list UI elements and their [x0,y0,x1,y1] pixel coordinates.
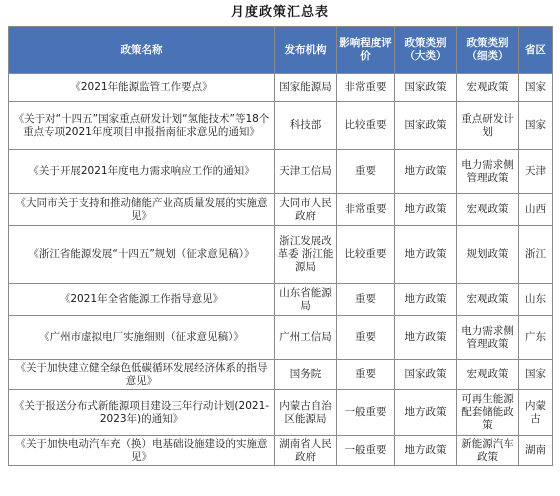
cell-region: 广东 [519,316,553,360]
cell-category-major: 地方政策 [395,150,457,194]
cell-policy-name: 《2021年全省能源工作指导意见》 [9,284,275,316]
header-org: 发布机构 [275,27,337,74]
cell-category-minor: 可再生能源配套储能政策 [457,390,519,436]
cell-category-minor: 电力需求侧管理政策 [457,316,519,360]
table-row [9,360,553,390]
cell-org: 山东省能源局 [275,284,337,316]
header-policy-name: 政策名称 [9,27,275,74]
cell-region: 湖南 [519,436,553,466]
cell-impact-level: 重要 [337,150,395,194]
table-row [9,150,553,194]
cell-impact-level: 一般重要 [337,390,395,436]
cell-org: 天津工信局 [275,150,337,194]
cell-category-major: 国家政策 [395,102,457,150]
cell-category-minor: 重点研发计划 [457,102,519,150]
cell-impact-level: 非常重要 [337,194,395,226]
cell-category-major: 国家政策 [395,360,457,390]
cell-category-major: 地方政策 [395,436,457,466]
cell-policy-name: 《关于开展2021年度电力需求响应工作的通知》 [9,150,275,194]
cell-org: 湖南省人民政府 [275,436,337,466]
cell-org: 内蒙古自治区能源局 [275,390,337,436]
cell-org: 科技部 [275,102,337,150]
cell-impact-level: 一般重要 [337,436,395,466]
table-row [9,194,553,226]
header-impact-level: 影响程度评价 [337,27,395,74]
cell-region: 山西 [519,194,553,226]
header-region: 省区 [519,27,553,74]
cell-region: 内蒙古 [519,390,553,436]
cell-category-minor: 宏观政策 [457,194,519,226]
header-category-minor: 政策类别（细类） [457,27,519,74]
cell-region: 国家 [519,102,553,150]
cell-org: 广州工信局 [275,316,337,360]
cell-policy-name: 《大同市关于支持和推动储能产业高质量发展的实施意见》 [9,194,275,226]
cell-category-major: 地方政策 [395,284,457,316]
cell-org: 国务院 [275,360,337,390]
cell-impact-level: 重要 [337,360,395,390]
cell-org: 国家能源局 [275,74,337,102]
table-row [9,284,553,316]
table-row [9,74,553,102]
cell-region: 浙江 [519,226,553,284]
cell-category-minor: 宏观政策 [457,360,519,390]
table-row [9,316,553,360]
cell-org: 大同市人民政府 [275,194,337,226]
cell-policy-name: 《广州市虚拟电厂实施细则（征求意见稿）》 [9,316,275,360]
table-row [9,102,553,150]
cell-category-major: 地方政策 [395,390,457,436]
policy-table [8,26,553,466]
cell-region: 国家 [519,360,553,390]
cell-category-minor: 宏观政策 [457,284,519,316]
cell-category-minor: 宏观政策 [457,74,519,102]
cell-policy-name: 《关于报送分布式新能源项目建设三年行动计划(2021-2023年)的通知》 [9,390,275,436]
cell-impact-level: 比较重要 [337,226,395,284]
header-category-major: 政策类别（大类） [395,27,457,74]
cell-policy-name: 《关于加快电动汽车充（换）电基础设施建设的实施意见》 [9,436,275,466]
cell-policy-name: 《2021年能源监管工作要点》 [9,74,275,102]
cell-org: 浙江发展改革委 浙江能源局 [275,226,337,284]
cell-category-minor: 电力需求侧管理政策 [457,150,519,194]
cell-policy-name: 《浙江省能源发展“十四五”规划（征求意见稿）》 [9,226,275,284]
cell-category-major: 国家政策 [395,74,457,102]
cell-impact-level: 重要 [337,284,395,316]
cell-category-major: 地方政策 [395,194,457,226]
cell-category-major: 地方政策 [395,226,457,284]
table-header-row [9,27,553,74]
cell-impact-level: 重要 [337,316,395,360]
cell-region: 山东 [519,284,553,316]
table-row [9,436,553,466]
cell-region: 天津 [519,150,553,194]
cell-policy-name: 《关于对“十四五”国家重点研发计划“氢能技术”等18个重点专项2021年度项目申报指南征求意见的通知》 [9,102,275,150]
cell-impact-level: 非常重要 [337,74,395,102]
cell-impact-level: 比较重要 [337,102,395,150]
cell-category-major: 地方政策 [395,316,457,360]
table-row [9,226,553,284]
page-title: 月度政策汇总表 [230,5,329,20]
cell-category-minor: 规划政策 [457,226,519,284]
cell-category-minor: 新能源汽车政策 [457,436,519,466]
cell-policy-name: 《关于加快建立健全绿色低碳循环发展经济体系的指导意见》 [9,360,275,390]
cell-region: 国家 [519,74,553,102]
table-row [9,390,553,436]
